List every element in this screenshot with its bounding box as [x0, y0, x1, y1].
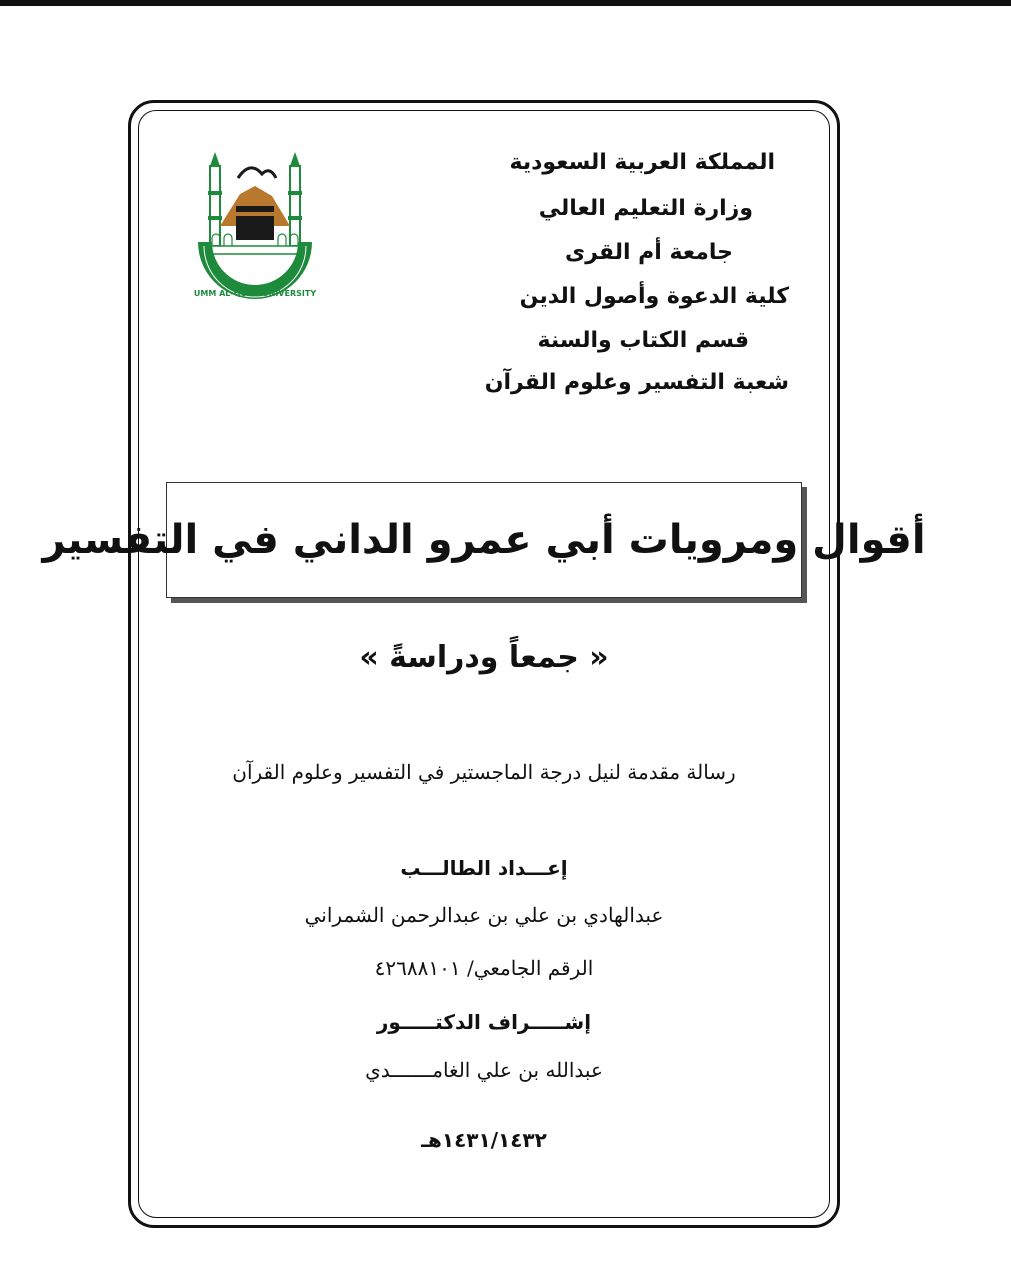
student-name: عبدالهادي بن علي بن عبدالرحمن الشمراني — [304, 903, 664, 927]
thesis-title: أقوال ومرويات أبي عمرو الداني في التفسير — [42, 517, 926, 563]
prepared-by-label: إعـــداد الطالـــب — [400, 856, 568, 880]
university-id: الرقم الجامعي/ ٤٢٦٨٨١٠١ — [374, 956, 594, 980]
supervisor-label: إشـــــراف الدكتـــــور — [376, 1010, 592, 1034]
header-line-division: شعبة التفسير وعلوم القرآن — [484, 370, 789, 395]
header-line-university: جامعة أم القرى — [565, 240, 733, 265]
title-box — [42, 482, 926, 598]
thesis-statement: رسالة مقدمة لنيل درجة الماجستير في التفسير وعلوم القرآن — [232, 760, 736, 784]
header-line-department: قسم الكتاب والسنة — [537, 328, 749, 353]
top-rule — [0, 0, 1011, 6]
header-line-ministry: وزارة التعليم العالي — [538, 196, 753, 221]
thesis-subtitle: « جمعاً ودراسةً » — [359, 640, 609, 675]
supervisor-name: عبدالله بن علي الغامـــــــدي — [365, 1058, 603, 1082]
university-logo — [190, 146, 320, 306]
academic-year: ١٤٣١/١٤٣٢هـ — [421, 1128, 547, 1152]
header-line-country: المملكة العربية السعودية — [509, 150, 775, 175]
header-line-college: كلية الدعوة وأصول الدين — [519, 284, 789, 309]
logo-caption: UMM AL-QURA UNIVERSITY — [193, 289, 317, 298]
